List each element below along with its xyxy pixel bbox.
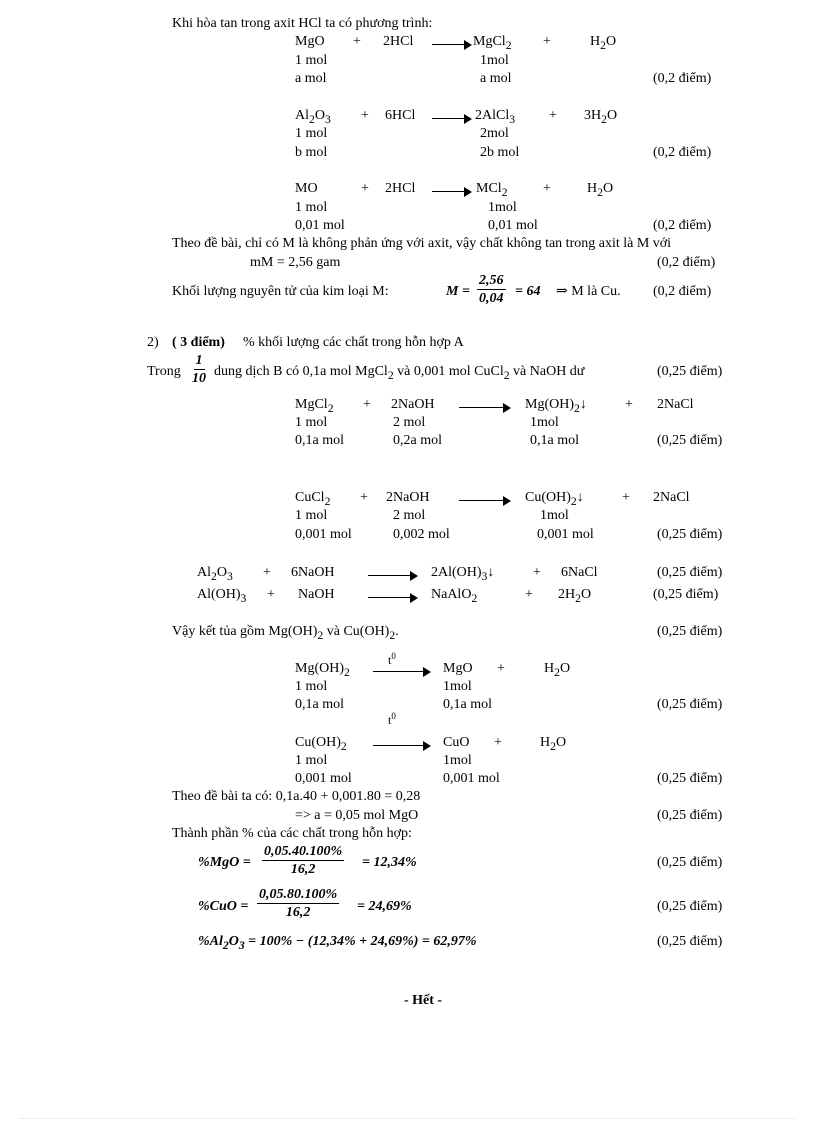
end-marker: - Hết - [404,993,443,1008]
score: (0,2 điểm) [653,218,712,233]
reactant-1: MgO [295,34,325,49]
reaction-arrow [373,667,431,677]
mol-amount: 0,1a mol [530,433,579,448]
denominator: 16,2 [290,862,316,877]
reactant-2: 2HCl [383,34,414,49]
mol-amount: 0,1a mol [443,697,492,712]
reactant-1: MgCl$_2$ [295,397,334,415]
mol-ratio: 1 mol [295,679,328,694]
plus-sign: + [263,565,271,580]
product-1: CuO [443,735,470,750]
reaction-arrow [432,187,472,197]
mol-amount: b mol [295,145,328,160]
formula-lhs: M = [446,284,470,299]
product-1: MgCl$_2$ [473,34,512,52]
part-points: ( 3 điểm) [172,335,225,350]
plus-sign: + [625,397,633,412]
product-1: MgO [443,661,473,676]
mol-ratio: 1 mol [295,508,328,523]
score: (0,25 điểm) [657,433,723,448]
fraction [257,886,339,921]
conclusion-text: Theo đề bài, chỉ có M là không phản ứng với axit, vậy chất không tan trong axit là M với [172,236,672,251]
mol-ratio: 1 mol [295,415,328,430]
product-2: $H_2O$ [590,34,617,52]
reactant-1: $Al_2O_3$ [295,108,331,126]
reactant-2: 6HCl [385,108,416,123]
plus-sign: + [497,661,505,676]
equation-text: Theo đề bài ta có: 0,1a.40 + 0,001.80 = 0,28 [172,789,421,804]
reactant-2: 2NaOH [391,397,435,412]
plus-sign: + [363,397,371,412]
page-divider [20,1118,796,1119]
score: (0,25 điểm) [657,697,723,712]
fraction [262,843,344,878]
mol-ratio: 1 mol [295,126,328,141]
mol-ratio: 2 mol [393,508,426,523]
product-2: $3H_2O$ [584,108,618,126]
mol-ratio: 1mol [443,753,472,768]
reaction-arrow [432,114,472,124]
reactant-2: NaOH [298,587,335,602]
mol-ratio: 2 mol [393,415,426,430]
mol-amount: 0,001 mol [537,527,594,542]
mol-ratio: 1 mol [295,53,328,68]
denominator: 10 [192,371,206,386]
product-1: $Cu(OH)_2↓$ [525,490,584,508]
mol-ratio: 1mol [488,200,517,215]
reaction-arrow [368,593,418,603]
product-2: $2H_2O$ [558,587,592,605]
atomic-mass-text: Khối lượng nguyên tử của kim loại M: [172,284,389,299]
denominator: 0,04 [479,291,504,306]
mol-amount: 0,001 mol [295,527,352,542]
score: (0,25 điểm) [657,527,723,542]
denominator: 16,2 [285,905,311,920]
precipitate-text: Vậy kết tủa gồm $Mg(OH)_2$ và $Cu(OH)_2$. [172,624,399,642]
heat-condition: $t^0$ [388,651,396,667]
score: (0,25 điểm) [653,587,719,602]
mol-ratio: 1 mol [295,753,328,768]
product-2: 6NaCl [561,565,598,580]
formula-lhs: %CuO = [198,899,249,914]
formula-lhs: %MgO = [198,855,251,870]
reactant-1: $Al_2O_3$ [197,565,233,583]
plus-sign: + [267,587,275,602]
plus-sign: + [543,34,551,49]
reactant-2: 2HCl [385,181,416,196]
score: (0,2 điểm) [657,255,716,270]
reaction-arrow [432,40,472,50]
numerator: 2,56 [479,273,504,288]
numerator: 0,05.80.100% [259,887,338,902]
plus-sign: + [622,490,630,505]
mol-amount: 0,2a mol [393,433,442,448]
score: (0,2 điểm) [653,145,712,160]
plus-sign: + [353,34,361,49]
solution-description: dung dịch B có 0,1a mol MgCl$_2$ và 0,001 mol CuCl$_2$ và NaOH dư [214,364,585,382]
formula-rhs: = 12,34% [362,855,417,870]
fraction [477,272,506,307]
mol-amount: 2b mol [480,145,520,160]
mol-ratio: 1mol [480,53,509,68]
mol-amount: 0,001 mol [443,771,500,786]
formula-rhs: = 24,69% [357,899,412,914]
mol-amount: a mol [295,71,327,86]
score: (0,2 điểm) [653,284,712,299]
plus-sign: + [360,490,368,505]
score: (0,25 điểm) [657,808,723,823]
reaction-arrow [373,741,431,751]
score: (0,25 điểm) [657,855,723,870]
mass-value: mM = 2,56 gam [250,255,341,270]
heat-condition: $t^0$ [388,711,396,727]
reactant-2: 2NaOH [386,490,430,505]
part-title: % khối lượng các chất trong hỗn hợp A [243,335,464,350]
part-number: 2) [147,335,159,350]
score: (0,2 điểm) [653,71,712,86]
mol-ratio: 1mol [443,679,472,694]
score: (0,25 điểm) [657,899,723,914]
score: (0,25 điểm) [657,364,723,379]
numerator: 0,05.40.100% [264,844,343,859]
composition-heading: Thành phần % của các chất trong hỗn hợp: [172,826,412,841]
product-2: 2NaCl [653,490,690,505]
numerator: 1 [195,353,203,368]
product-1: 2AlCl$_3$ [475,108,516,126]
reactant-1: $Cu(OH)_2$ [295,735,347,753]
plus-sign: + [361,181,369,196]
mol-amount: 0,002 mol [393,527,450,542]
reactant-1: $Al(OH)_3$ [197,587,247,605]
plus-sign: + [361,108,369,123]
score: (0,25 điểm) [657,624,723,639]
mol-amount: 0,1a mol [295,433,344,448]
plus-sign: + [525,587,533,602]
mol-ratio: 1mol [530,415,559,430]
mol-amount: a mol [480,71,512,86]
mol-ratio: 1 mol [295,200,328,215]
product-2: $H_2O$ [587,181,614,199]
reaction-arrow [368,571,418,581]
plus-sign: + [549,108,557,123]
formula: $\%Al_2O_3 = 100\% - (12,34\% + 24,69\%) = 62,97\%$ [198,934,477,952]
mol-amount: 0,1a mol [295,697,344,712]
mol-ratio: 2mol [480,126,509,141]
mol-ratio: 1mol [540,508,569,523]
solution-value: => a = 0,05 mol MgO [295,808,419,823]
mol-amount: 0,01 mol [488,218,538,233]
reactant-1: CuCl$_2$ [295,490,331,508]
mol-amount: 0,01 mol [295,218,345,233]
reactant-1: $Mg(OH)_2$ [295,661,350,679]
reaction-arrow [459,403,511,413]
fraction [190,352,208,387]
product-1: NaAlO$_2$ [431,587,478,605]
product-1: MCl$_2$ [476,181,508,199]
product-2: $H_2O$ [540,735,567,753]
intro-text: Khi hòa tan trong axit HCl ta có phương trình: [172,16,433,31]
reactant-2: 6NaOH [291,565,335,580]
score: (0,25 điểm) [657,934,723,949]
plus-sign: + [543,181,551,196]
product-2: $H_2O$ [544,661,571,679]
product-1: $2Al(OH)_3↓$ [431,565,495,583]
plus-sign: + [533,565,541,580]
product-2: 2NaCl [657,397,694,412]
score: (0,25 điểm) [657,565,723,580]
reaction-arrow [459,496,511,506]
mol-amount: 0,001 mol [295,771,352,786]
plus-sign: + [494,735,502,750]
intro-word: Trong [147,364,181,379]
metal-conclusion: ⇒ M là Cu. [556,284,621,299]
product-1: $Mg(OH)_2↓$ [525,397,587,415]
score: (0,25 điểm) [657,771,723,786]
formula-rhs: = 64 [515,284,541,299]
reactant-1: MO [295,181,318,196]
